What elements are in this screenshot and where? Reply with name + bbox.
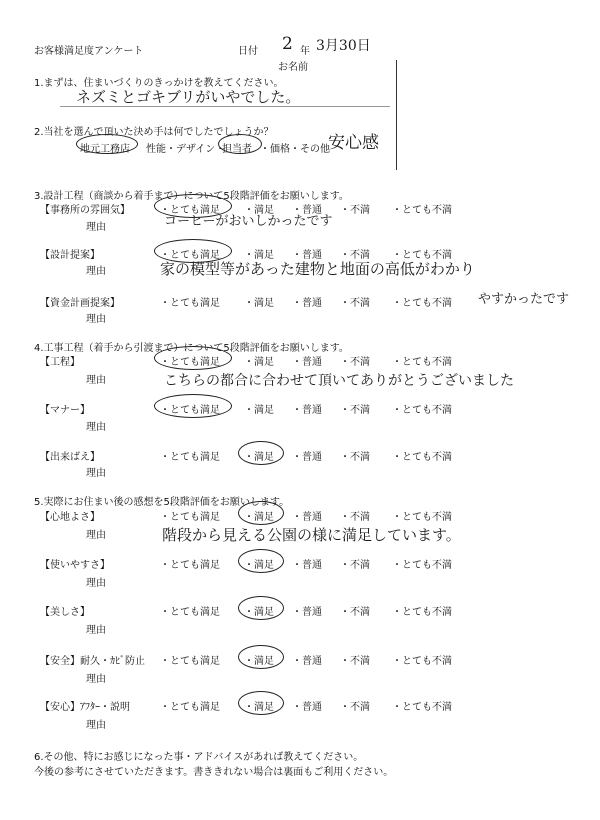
- year-unit-label: 年: [300, 46, 310, 57]
- selection-circle: [238, 549, 284, 573]
- rating-option: ・不満: [340, 357, 370, 368]
- q2-option-staff: 担当者: [222, 144, 252, 155]
- rating-option: ・とても不満: [392, 560, 452, 571]
- rating-option: ・不満: [340, 656, 370, 667]
- rating-option: ・普通: [292, 298, 322, 309]
- rating-option: ・とても満足: [160, 405, 220, 416]
- rating-option: ・普通: [292, 357, 322, 368]
- rating-option: ・とても満足: [160, 298, 220, 309]
- rating-option: ・とても満足: [160, 357, 220, 368]
- selection-circle: [154, 394, 232, 418]
- rating-option: ・不満: [340, 452, 370, 463]
- reason-label: 理由: [86, 578, 106, 589]
- reason-label: 理由: [86, 468, 106, 479]
- answer-line: [60, 106, 390, 107]
- selection-circle: [154, 194, 232, 218]
- date-year-value: 2: [282, 34, 293, 54]
- reason-label: 理由: [86, 422, 106, 433]
- rating-option: ・不満: [340, 250, 370, 261]
- rating-option: ・とても満足: [160, 452, 220, 463]
- rating-option: ・普通: [292, 702, 322, 713]
- q4-item-label: 【工程】: [40, 357, 80, 368]
- rating-option: ・不満: [340, 298, 370, 309]
- selection-circle: [154, 239, 232, 263]
- pen-stroke: [396, 60, 397, 170]
- rating-option: ・とても不満: [392, 702, 452, 713]
- q1-answer: ネズミとゴキブリがいやでした。: [76, 88, 301, 106]
- selection-circle: [238, 441, 284, 465]
- selection-circle: [238, 596, 284, 620]
- rating-option: ・とても不満: [392, 452, 452, 463]
- q3-item-label: 【設計提案】: [40, 250, 100, 261]
- q3-item-label: 【事務所の雰囲気】: [40, 205, 130, 216]
- reason-label: 理由: [86, 625, 106, 636]
- rating-option: ・満足: [244, 357, 274, 368]
- rating-option: ・満足: [244, 250, 274, 261]
- reason-label: 理由: [86, 314, 106, 325]
- rating-option: ・普通: [292, 607, 322, 618]
- rating-option: ・とても満足: [160, 512, 220, 523]
- q3-office-reason: コーヒーがおいしかったです: [164, 214, 333, 229]
- selection-circle: [238, 645, 284, 669]
- q3-design-reason-cont: やすかったです: [478, 292, 570, 307]
- rating-option: ・満足: [244, 452, 274, 463]
- q4-process-reason: こちらの都合に合わせて頂いてありがとうございました: [164, 373, 514, 389]
- q3-item-label: 【資金計画提案】: [40, 298, 120, 309]
- rating-option: ・不満: [340, 607, 370, 618]
- rating-option: ・不満: [340, 702, 370, 713]
- q2-option-local-builder: 地元工務店: [80, 144, 130, 155]
- reason-label: 理由: [86, 266, 106, 277]
- rating-option: ・普通: [292, 250, 322, 261]
- rating-option: ・普通: [292, 560, 322, 571]
- q5-comfort-reason: 階段から見える公園の様に満足しています。: [162, 526, 461, 544]
- date-label: 日付: [238, 46, 258, 57]
- rating-option: ・普通: [292, 452, 322, 463]
- name-label: お名前: [278, 62, 308, 73]
- q2-other-answer: 安心感: [328, 133, 379, 153]
- q4-item-label: 【出来ばえ】: [40, 452, 100, 463]
- q5-item-label: 【安全】耐久・ｶﾋﾞ防止: [40, 656, 145, 667]
- rating-option: ・とても不満: [392, 512, 452, 523]
- reason-label: 理由: [86, 530, 106, 541]
- rating-option: ・とても不満: [392, 357, 452, 368]
- q2-question: 2.当社を選んで頂いた決め手は何でしたでしょうか？: [34, 127, 274, 138]
- selection-circle: [238, 691, 284, 715]
- rating-option: ・満足: [244, 405, 274, 416]
- rating-option: ・普通: [292, 512, 322, 523]
- rating-option: ・とても不満: [392, 656, 452, 667]
- rating-option: ・普通: [292, 405, 322, 416]
- rating-option: ・とても満足: [160, 702, 220, 713]
- rating-option: ・満足: [244, 607, 274, 618]
- rating-option: ・とても満足: [160, 656, 220, 667]
- reason-label: 理由: [86, 222, 106, 233]
- q3-design-reason: 家の模型等があった建物と地面の高低がわかり: [160, 260, 475, 278]
- rating-option: ・とても不満: [392, 250, 452, 261]
- rating-option: ・とても満足: [160, 560, 220, 571]
- q5-item-label: 【美しさ】: [40, 607, 90, 618]
- rating-option: ・普通: [292, 205, 322, 216]
- rating-option: ・満足: [244, 298, 274, 309]
- selection-circle: [76, 134, 138, 154]
- q5-heading: 5.実際にお住まい後の感想を5段階評価をお願いします。: [34, 497, 290, 508]
- q6-line2: 今後の参考にさせていただきます。書ききれない場合は裏面もご利用ください。: [34, 767, 394, 778]
- rating-option: ・とても満足: [160, 205, 220, 216]
- rating-option: ・普通: [292, 656, 322, 667]
- date-month-day-value: 3月30日: [316, 38, 371, 54]
- q5-item-label: 【心地よさ】: [40, 512, 100, 523]
- rating-option: ・不満: [340, 560, 370, 571]
- q5-item-label: 【使いやすさ】: [40, 560, 110, 571]
- q3-heading: 3.設計工程（商談から着手まで）について5段階評価をお願いします。: [34, 191, 349, 202]
- rating-option: ・とても満足: [160, 250, 220, 261]
- q4-heading: 4.工事工程（着手から引渡まで）について5段階評価をお願いします。: [34, 343, 349, 354]
- rating-option: ・満足: [244, 560, 274, 571]
- rating-option: ・満足: [244, 512, 274, 523]
- rating-option: ・とても満足: [160, 607, 220, 618]
- rating-option: ・とても不満: [392, 298, 452, 309]
- q4-item-label: 【マナー】: [40, 405, 90, 416]
- selection-circle: [238, 501, 284, 525]
- reason-label: 理由: [86, 375, 106, 386]
- q6-line1: 6.その他、特にお感じになった事・アドバイスがあれば教えてください。: [34, 752, 364, 763]
- rating-option: ・とても不満: [392, 607, 452, 618]
- q5-item-label: 【安心】ｱﾌﾀｰ・説明: [40, 702, 130, 713]
- selection-circle: [154, 346, 232, 370]
- rating-option: ・満足: [244, 702, 274, 713]
- rating-option: ・不満: [340, 512, 370, 523]
- rating-option: ・不満: [340, 405, 370, 416]
- rating-option: ・とても不満: [392, 405, 452, 416]
- q1-question: 1.まずは、住まいづくりのきっかけを教えてください。: [34, 78, 284, 89]
- selection-circle: [218, 134, 262, 154]
- q2-option-price-other: ・価格・その他: [260, 144, 330, 155]
- reason-label: 理由: [86, 674, 106, 685]
- reason-label: 理由: [86, 720, 106, 731]
- survey-title: お客様満足度アンケート: [34, 46, 144, 57]
- rating-option: ・とても不満: [392, 205, 452, 216]
- q2-option-design: 性能・デザイン・: [146, 144, 226, 155]
- rating-option: ・不満: [340, 205, 370, 216]
- rating-option: ・満足: [244, 656, 274, 667]
- rating-option: ・満足: [244, 205, 274, 216]
